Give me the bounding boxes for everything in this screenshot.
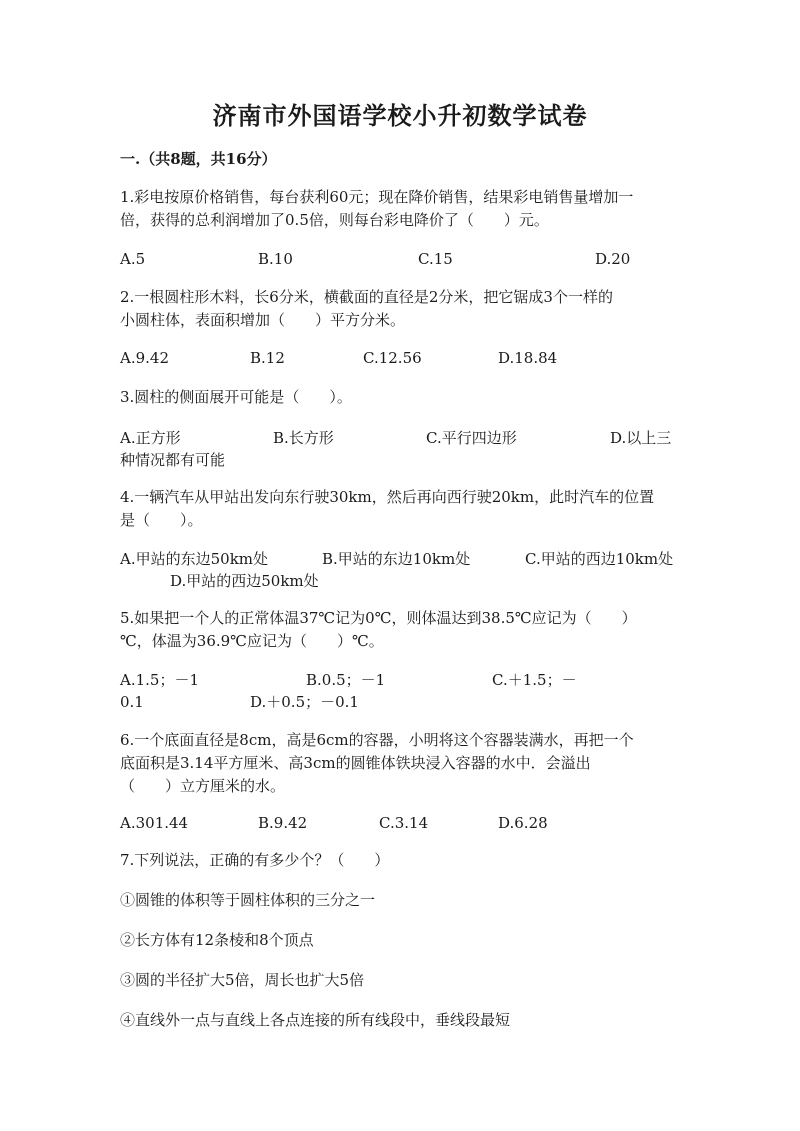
question-6-line-2: 底面积是3.14平方厘米、高3cm的圆锥体铁块浸入容器的水中．会溢出 (120, 754, 591, 772)
option-c: C.平行四边形 (426, 429, 517, 447)
option-a: A.301.44 (120, 814, 189, 832)
option-c: C.15 (418, 250, 453, 268)
option-c: C.甲站的西边10km处 (525, 550, 674, 568)
question-4 (120, 486, 680, 532)
option-b: B.9.42 (258, 814, 308, 832)
option-d: D.以上三 (610, 429, 672, 447)
option-c: C.＋1.5；－ (492, 671, 577, 689)
option-b: B.甲站的东边10km处 (322, 550, 471, 568)
statement-4: ④直线外一点与直线上各点连接的所有线段中，垂线段最短 (120, 1011, 511, 1029)
question-5-line-2: ℃，体温为36.9℃应记为（ ）℃。 (120, 632, 384, 650)
option-a: A.正方形 (120, 429, 181, 447)
question-5 (120, 607, 680, 653)
statement-2: ②长方体有12条棱和8个顶点 (120, 931, 314, 949)
question-1-line-1: 1.彩电按原价格销售，每台获利60元；现在降价销售，结果彩电销售量增加一 (120, 188, 634, 206)
question-3-line-1: 3.圆柱的侧面展开可能是（ ）。 (120, 388, 352, 406)
option-b: B.10 (258, 250, 293, 268)
exam-title: 济南市外国语学校小升初数学试卷 (212, 101, 588, 130)
question-7-line-1: 7.下列说法，正确的有多少个？（ ） (120, 851, 390, 869)
question-1 (120, 186, 680, 232)
question-6-line-3: （ ）立方厘米的水。 (120, 777, 286, 795)
option-a: A.9.42 (120, 349, 169, 367)
question-5-line-1: 5.如果把一个人的正常体温37℃记为0℃，则体温达到38.5℃应记为（ ） (120, 609, 637, 627)
option-d: D.6.28 (498, 814, 548, 832)
option-d: D.甲站的西边50km处 (170, 572, 319, 590)
question-2-line-2: 小圆柱体，表面积增加（ ）平方分米。 (120, 311, 406, 329)
option-d: D.18.84 (498, 349, 558, 367)
question-6-line-1: 6.一个底面直径是8cm，高是6cm的容器，小明将这个容器装满水，再把一个 (120, 731, 634, 749)
option-c-continued: 0.1 (120, 693, 144, 711)
option-d: D.＋0.5；－0.1 (250, 693, 359, 711)
statement-1: ①圆锥的体积等于圆柱体积的三分之一 (120, 891, 376, 909)
question-3 (120, 386, 680, 409)
option-b: B.0.5；－1 (306, 671, 386, 689)
question-7 (120, 849, 680, 872)
question-2 (120, 286, 680, 332)
option-b: B.12 (250, 349, 285, 367)
option-a: A.甲站的东边50km处 (120, 550, 269, 568)
option-d-continued: 种情况都有可能 (120, 451, 226, 469)
question-1-line-2: 倍，获得的总利润增加了0.5倍，则每台彩电降价了（ ）元。 (120, 211, 549, 229)
option-b: B.长方形 (273, 429, 334, 447)
question-6 (120, 729, 680, 798)
question-4-line-2: 是（ ）。 (120, 511, 203, 529)
section-heading: 一.（共8题，共16分） (120, 150, 277, 168)
option-c: C.3.14 (379, 814, 429, 832)
option-a: A.1.5；－1 (120, 671, 199, 689)
option-a: A.5 (120, 250, 146, 268)
option-d: D.20 (595, 250, 631, 268)
question-2-line-1: 2.一根圆柱形木料，长6分米，横截面的直径是2分米，把它锯成3个一样的 (120, 288, 613, 306)
statement-3: ③圆的半径扩大5倍，周长也扩大5倍 (120, 971, 365, 989)
question-4-line-1: 4.一辆汽车从甲站出发向东行驶30km，然后再向西行驶20km，此时汽车的位置 (120, 488, 655, 506)
option-c: C.12.56 (363, 349, 422, 367)
